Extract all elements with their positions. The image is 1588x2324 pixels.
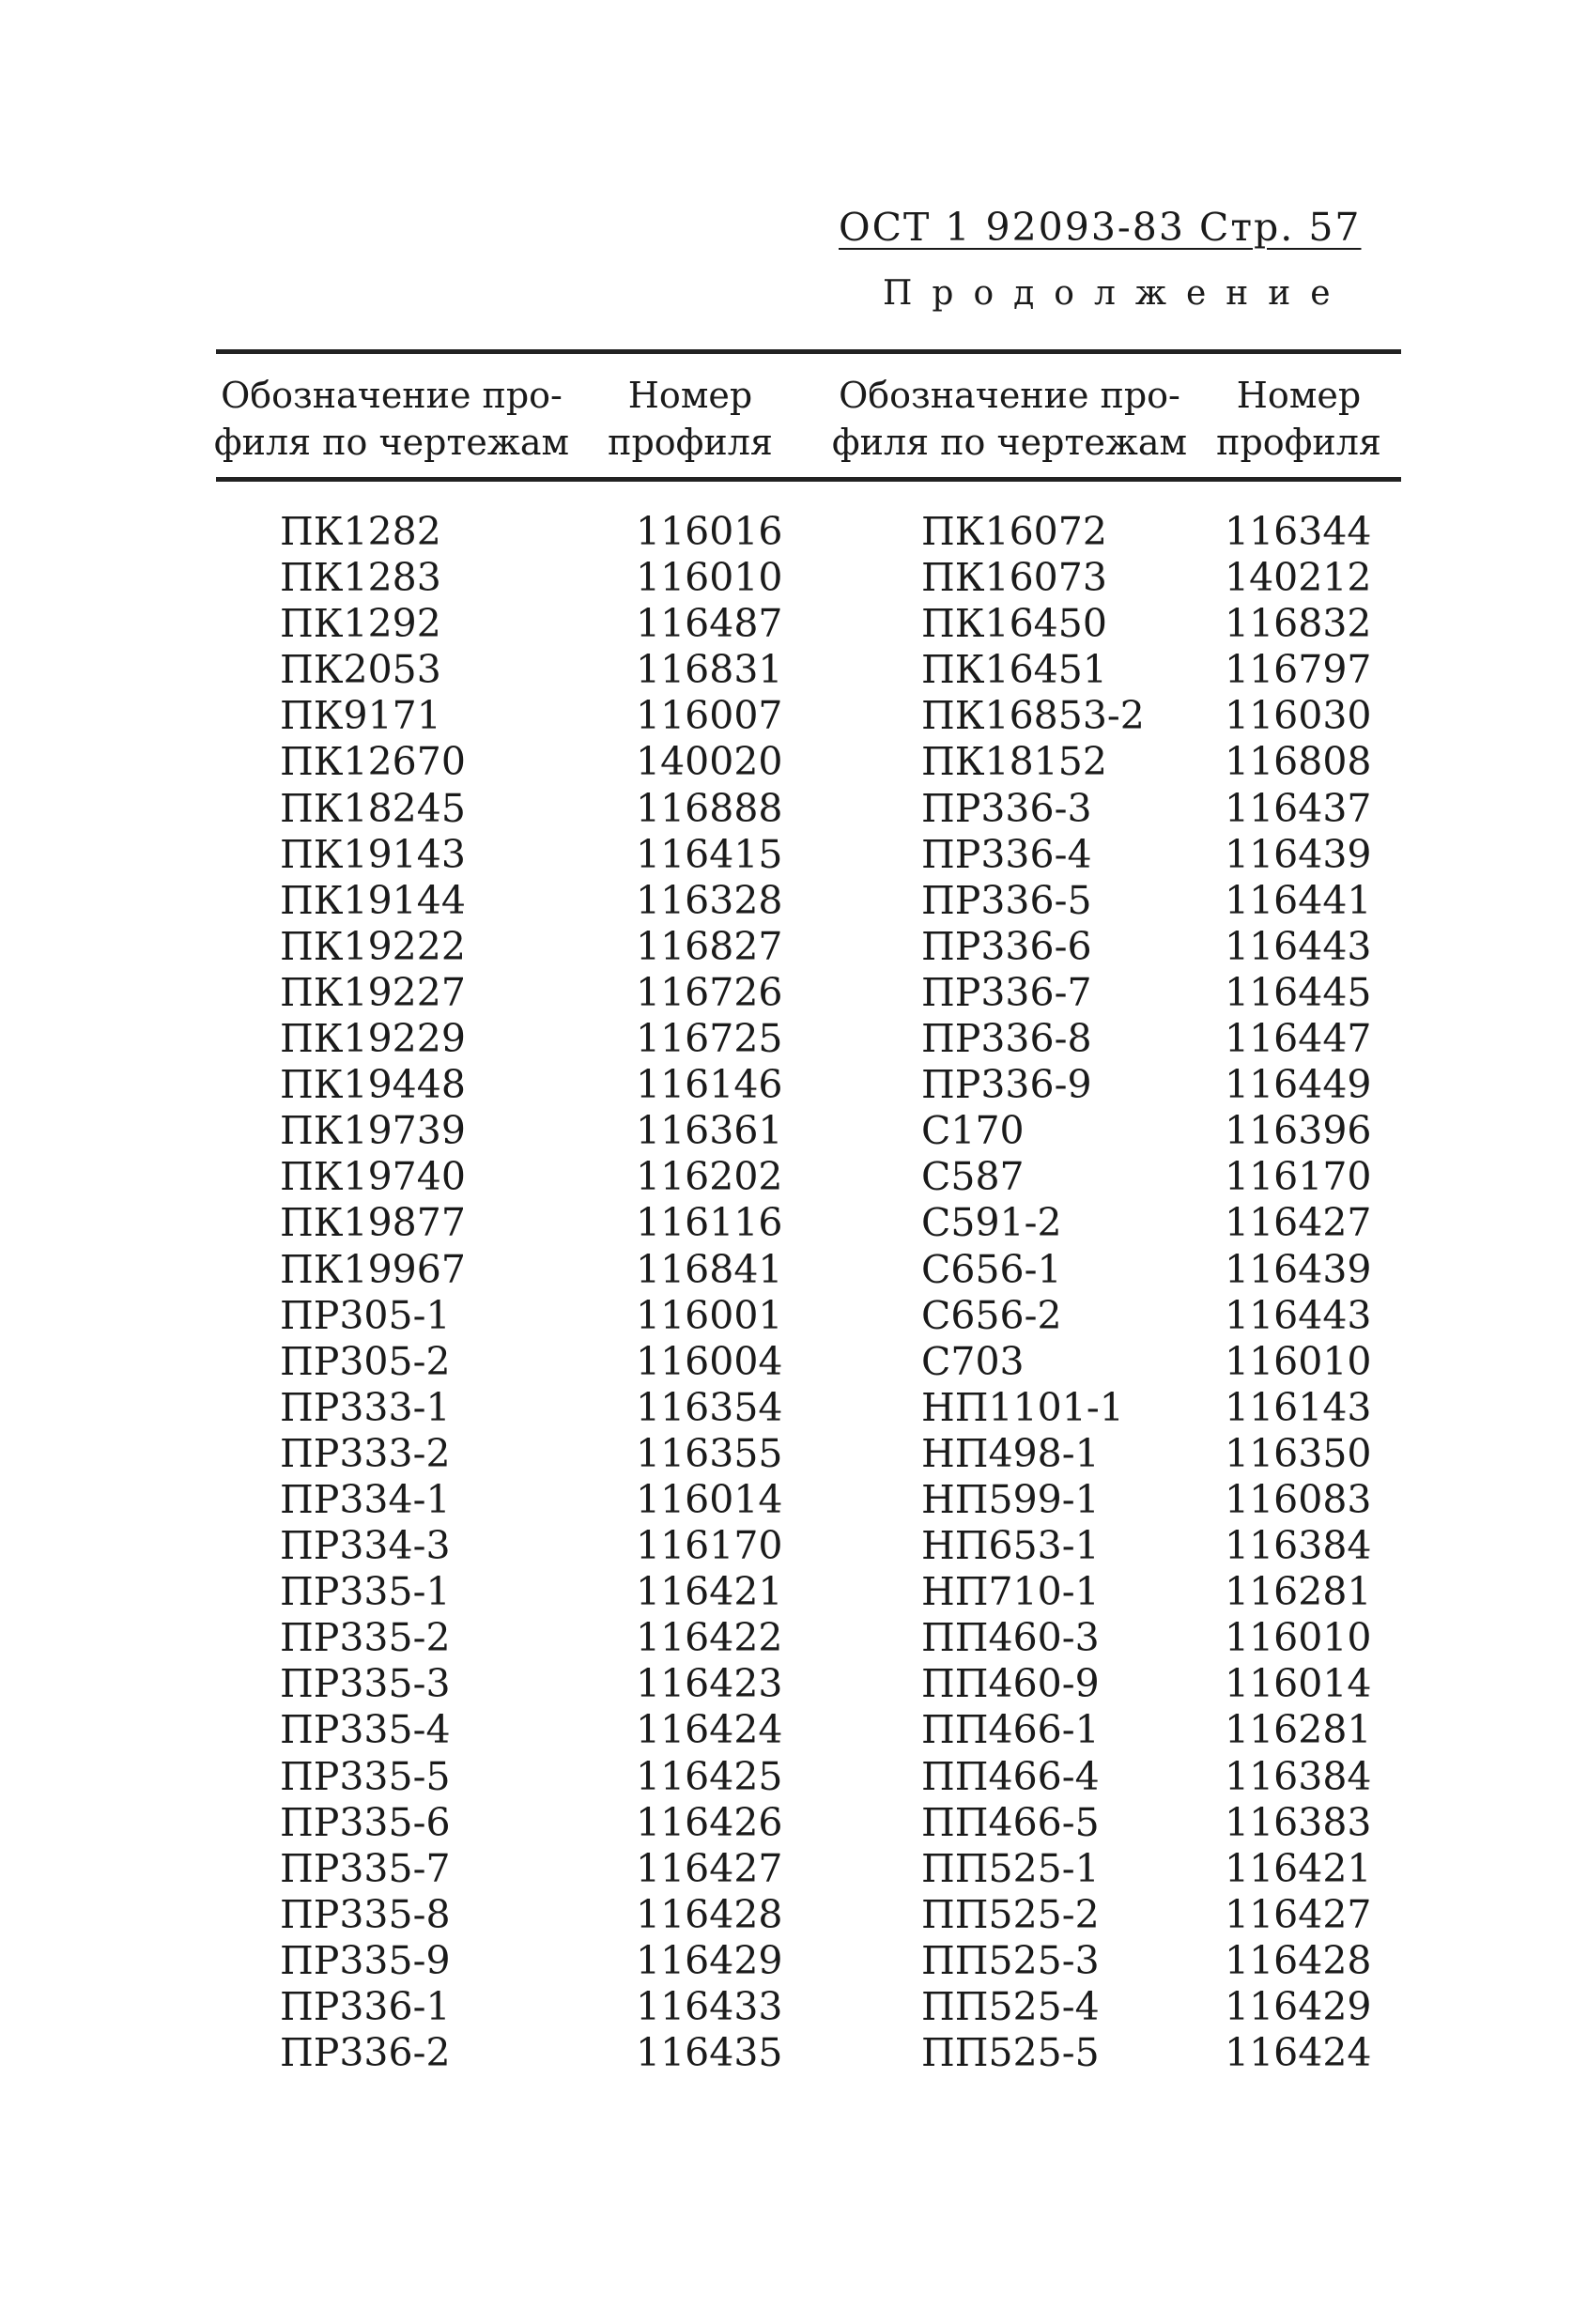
table-row bbox=[0, 1108, 1588, 1154]
table-row bbox=[0, 1385, 1588, 1431]
number-left-cell: 116427 bbox=[636, 1845, 783, 1891]
designation-left-cell: ПК18245 bbox=[280, 785, 466, 831]
designation-right-cell: НП710-1 bbox=[921, 1569, 1100, 1615]
number-right-cell: 116808 bbox=[1225, 739, 1372, 785]
number-right-cell: 116441 bbox=[1225, 877, 1372, 923]
table-row bbox=[0, 878, 1588, 924]
number-right-cell: 116421 bbox=[1225, 1845, 1372, 1891]
table-row bbox=[0, 1247, 1588, 1293]
table-row bbox=[0, 1016, 1588, 1062]
number-left-cell: 116010 bbox=[636, 555, 783, 601]
designation-left-cell: ПР335-1 bbox=[280, 1569, 451, 1615]
table-row bbox=[0, 1062, 1588, 1108]
number-right-cell: 116014 bbox=[1225, 1661, 1372, 1707]
number-left-cell: 116827 bbox=[636, 923, 783, 969]
table-row bbox=[0, 1200, 1588, 1246]
number-right-cell: 116143 bbox=[1225, 1384, 1372, 1430]
table-row bbox=[0, 1477, 1588, 1523]
number-right-cell: 116429 bbox=[1225, 1984, 1372, 2029]
number-left-cell: 116422 bbox=[636, 1615, 783, 1661]
table-header-rule bbox=[216, 477, 1401, 482]
number-right-cell: 116437 bbox=[1225, 785, 1372, 831]
number-right-cell: 116427 bbox=[1225, 1200, 1372, 1246]
designation-right-cell: ПР336-9 bbox=[921, 1062, 1092, 1108]
designation-left-cell: ПК1283 bbox=[280, 555, 441, 601]
column-header-line: филя по чертежам bbox=[831, 422, 1188, 463]
column-header-designation-right bbox=[826, 372, 1193, 466]
designation-left-cell: ПР333-2 bbox=[280, 1430, 451, 1476]
number-left-cell: 116421 bbox=[636, 1569, 783, 1615]
designation-left-cell: ПР335-7 bbox=[280, 1845, 451, 1891]
designation-right-cell: ПК16073 bbox=[921, 555, 1107, 601]
number-left-cell: 140020 bbox=[636, 739, 783, 785]
table-row bbox=[0, 786, 1588, 832]
number-left-cell: 116116 bbox=[636, 1200, 783, 1246]
number-left-cell: 116355 bbox=[636, 1430, 783, 1476]
designation-left-cell: ПК1282 bbox=[280, 509, 441, 554]
designation-right-cell: ПК16072 bbox=[921, 509, 1107, 554]
designation-right-cell: С591-2 bbox=[921, 1200, 1062, 1246]
table-row bbox=[0, 693, 1588, 739]
table-row bbox=[0, 924, 1588, 970]
number-right-cell: 116281 bbox=[1225, 1707, 1372, 1753]
continuation-label: Продолжение bbox=[883, 274, 1350, 313]
number-right-cell: 116383 bbox=[1225, 1799, 1372, 1845]
table-row bbox=[0, 1431, 1588, 1477]
table-row bbox=[0, 970, 1588, 1016]
number-left-cell: 116831 bbox=[636, 647, 783, 693]
designation-left-cell: ПР335-6 bbox=[280, 1799, 451, 1845]
designation-left-cell: ПК2053 bbox=[280, 647, 441, 693]
number-left-cell: 116170 bbox=[636, 1523, 783, 1569]
designation-left-cell: ПР336-2 bbox=[280, 2030, 451, 2076]
number-right-cell: 116443 bbox=[1225, 923, 1372, 969]
designation-left-cell: ПК19229 bbox=[280, 1016, 466, 1062]
designation-right-cell: ПП460-3 bbox=[921, 1615, 1100, 1661]
designation-left-cell: ПК9171 bbox=[280, 693, 441, 739]
designation-right-cell: ПП466-4 bbox=[921, 1753, 1100, 1799]
designation-right-cell: ПП466-5 bbox=[921, 1799, 1100, 1845]
number-left-cell: 116007 bbox=[636, 693, 783, 739]
designation-right-cell: ПК16450 bbox=[921, 601, 1107, 647]
designation-left-cell: ПК19143 bbox=[280, 831, 466, 877]
designation-right-cell: ПР336-7 bbox=[921, 969, 1092, 1015]
designation-left-cell: ПК19227 bbox=[280, 969, 466, 1015]
designation-left-cell: ПР335-3 bbox=[280, 1661, 451, 1707]
table-row bbox=[0, 1846, 1588, 1892]
table-row bbox=[0, 1523, 1588, 1569]
designation-right-cell: ПК18152 bbox=[921, 739, 1107, 785]
number-left-cell: 116146 bbox=[636, 1062, 783, 1108]
column-header-designation-left bbox=[208, 372, 575, 466]
table-row bbox=[0, 1892, 1588, 1938]
designation-right-cell: ПР336-6 bbox=[921, 923, 1092, 969]
column-header-number-left bbox=[592, 372, 789, 466]
table-row bbox=[0, 1615, 1588, 1661]
number-right-cell: 140212 bbox=[1225, 555, 1372, 601]
table-top-rule bbox=[216, 349, 1401, 354]
number-left-cell: 116004 bbox=[636, 1338, 783, 1384]
table-row bbox=[0, 1984, 1588, 2030]
number-right-cell: 116170 bbox=[1225, 1154, 1372, 1200]
designation-left-cell: ПК1292 bbox=[280, 601, 441, 647]
number-right-cell: 116384 bbox=[1225, 1523, 1372, 1569]
designation-right-cell: ПК16853-2 bbox=[921, 693, 1145, 739]
table-row bbox=[0, 1569, 1588, 1615]
designation-right-cell: ПП525-5 bbox=[921, 2030, 1100, 2076]
number-right-cell: 116083 bbox=[1225, 1476, 1372, 1522]
number-left-cell: 116014 bbox=[636, 1476, 783, 1522]
designation-right-cell: ПП525-1 bbox=[921, 1845, 1100, 1891]
designation-left-cell: ПК19877 bbox=[280, 1200, 466, 1246]
table-row bbox=[0, 739, 1588, 785]
designation-right-cell: НП498-1 bbox=[921, 1430, 1100, 1476]
number-left-cell: 116725 bbox=[636, 1016, 783, 1062]
designation-left-cell: ПР336-1 bbox=[280, 1984, 451, 2029]
designation-left-cell: ПР305-1 bbox=[280, 1292, 451, 1338]
designation-left-cell: ПК19222 bbox=[280, 923, 466, 969]
designation-right-cell: НП653-1 bbox=[921, 1523, 1100, 1569]
number-left-cell: 116001 bbox=[636, 1292, 783, 1338]
designation-left-cell: ПК19144 bbox=[280, 877, 466, 923]
number-left-cell: 116354 bbox=[636, 1384, 783, 1430]
table-row bbox=[0, 832, 1588, 878]
number-left-cell: 116429 bbox=[636, 1937, 783, 1983]
designation-right-cell: ПП466-1 bbox=[921, 1707, 1100, 1753]
number-left-cell: 116328 bbox=[636, 877, 783, 923]
designation-left-cell: ПР334-3 bbox=[280, 1523, 451, 1569]
designation-right-cell: ПП525-4 bbox=[921, 1984, 1100, 2029]
designation-right-cell: С703 bbox=[921, 1338, 1025, 1384]
table-row bbox=[0, 1339, 1588, 1385]
number-left-cell: 116424 bbox=[636, 1707, 783, 1753]
table-row bbox=[0, 555, 1588, 601]
number-left-cell: 116425 bbox=[636, 1753, 783, 1799]
table-row bbox=[0, 1293, 1588, 1339]
designation-left-cell: ПК12670 bbox=[280, 739, 466, 785]
table-row bbox=[0, 1154, 1588, 1200]
designation-right-cell: ПП525-3 bbox=[921, 1937, 1100, 1983]
number-left-cell: 116361 bbox=[636, 1108, 783, 1154]
number-right-cell: 116439 bbox=[1225, 1246, 1372, 1292]
designation-left-cell: ПР333-1 bbox=[280, 1384, 451, 1430]
number-right-cell: 116344 bbox=[1225, 509, 1372, 554]
number-right-cell: 116832 bbox=[1225, 601, 1372, 647]
number-left-cell: 116726 bbox=[636, 969, 783, 1015]
column-header-line: профиля bbox=[608, 422, 773, 463]
column-header-number-right bbox=[1200, 372, 1397, 466]
number-left-cell: 116433 bbox=[636, 1984, 783, 2029]
number-left-cell: 116888 bbox=[636, 785, 783, 831]
designation-right-cell: ПР336-3 bbox=[921, 785, 1092, 831]
table-row bbox=[0, 647, 1588, 693]
designation-left-cell: ПР335-4 bbox=[280, 1707, 451, 1753]
number-left-cell: 116016 bbox=[636, 509, 783, 554]
designation-right-cell: НП599-1 bbox=[921, 1476, 1100, 1522]
number-left-cell: 116202 bbox=[636, 1154, 783, 1200]
designation-right-cell: С170 bbox=[921, 1108, 1025, 1154]
table-row bbox=[0, 509, 1588, 555]
table-row bbox=[0, 1707, 1588, 1753]
number-left-cell: 116487 bbox=[636, 601, 783, 647]
table-row bbox=[0, 1800, 1588, 1846]
designation-right-cell: ПП460-9 bbox=[921, 1661, 1100, 1707]
number-right-cell: 116439 bbox=[1225, 831, 1372, 877]
number-right-cell: 116281 bbox=[1225, 1569, 1372, 1615]
number-right-cell: 116030 bbox=[1225, 693, 1372, 739]
number-right-cell: 116010 bbox=[1225, 1615, 1372, 1661]
column-header-line: Обозначение про- bbox=[221, 375, 563, 416]
number-right-cell: 116428 bbox=[1225, 1937, 1372, 1983]
standard-page-header: ОСТ 1 92093-83 Стр. 57 bbox=[839, 205, 1362, 250]
designation-right-cell: ПП525-2 bbox=[921, 1891, 1100, 1937]
designation-left-cell: ПР335-8 bbox=[280, 1891, 451, 1937]
number-right-cell: 116010 bbox=[1225, 1338, 1372, 1384]
number-right-cell: 116396 bbox=[1225, 1108, 1372, 1154]
number-left-cell: 116428 bbox=[636, 1891, 783, 1937]
number-right-cell: 116427 bbox=[1225, 1891, 1372, 1937]
designation-right-cell: С656-1 bbox=[921, 1246, 1062, 1292]
designation-right-cell: ПР336-4 bbox=[921, 831, 1092, 877]
designation-right-cell: НП1101-1 bbox=[921, 1384, 1124, 1430]
profile-table-body bbox=[0, 509, 1588, 2076]
column-header-line: филя по чертежам bbox=[213, 422, 570, 463]
designation-left-cell: ПК19740 bbox=[280, 1154, 466, 1200]
designation-right-cell: С656-2 bbox=[921, 1292, 1062, 1338]
table-row bbox=[0, 1938, 1588, 1984]
designation-left-cell: ПР305-2 bbox=[280, 1338, 451, 1384]
number-left-cell: 116415 bbox=[636, 831, 783, 877]
column-header-line: Номер bbox=[627, 375, 753, 416]
number-right-cell: 116443 bbox=[1225, 1292, 1372, 1338]
designation-right-cell: ПР336-8 bbox=[921, 1016, 1092, 1062]
number-left-cell: 116426 bbox=[636, 1799, 783, 1845]
number-right-cell: 116797 bbox=[1225, 647, 1372, 693]
number-right-cell: 116350 bbox=[1225, 1430, 1372, 1476]
designation-left-cell: ПК19448 bbox=[280, 1062, 466, 1108]
column-header-line: Обозначение про- bbox=[839, 375, 1180, 416]
designation-left-cell: ПК19967 bbox=[280, 1246, 466, 1292]
designation-right-cell: ПК16451 bbox=[921, 647, 1107, 693]
table-row bbox=[0, 601, 1588, 647]
designation-left-cell: ПР334-1 bbox=[280, 1476, 451, 1522]
number-left-cell: 116423 bbox=[636, 1661, 783, 1707]
column-header-line: Номер bbox=[1236, 375, 1362, 416]
designation-right-cell: С587 bbox=[921, 1154, 1025, 1200]
table-row bbox=[0, 2030, 1588, 2076]
designation-right-cell: ПР336-5 bbox=[921, 877, 1092, 923]
number-right-cell: 116445 bbox=[1225, 969, 1372, 1015]
number-right-cell: 116424 bbox=[1225, 2030, 1372, 2076]
column-header-line: профиля bbox=[1216, 422, 1381, 463]
table-row bbox=[0, 1754, 1588, 1800]
number-left-cell: 116435 bbox=[636, 2030, 783, 2076]
designation-left-cell: ПР335-9 bbox=[280, 1937, 451, 1983]
designation-left-cell: ПК19739 bbox=[280, 1108, 466, 1154]
designation-left-cell: ПР335-5 bbox=[280, 1753, 451, 1799]
number-right-cell: 116447 bbox=[1225, 1016, 1372, 1062]
number-left-cell: 116841 bbox=[636, 1246, 783, 1292]
number-right-cell: 116384 bbox=[1225, 1753, 1372, 1799]
number-right-cell: 116449 bbox=[1225, 1062, 1372, 1108]
designation-left-cell: ПР335-2 bbox=[280, 1615, 451, 1661]
table-row bbox=[0, 1661, 1588, 1707]
